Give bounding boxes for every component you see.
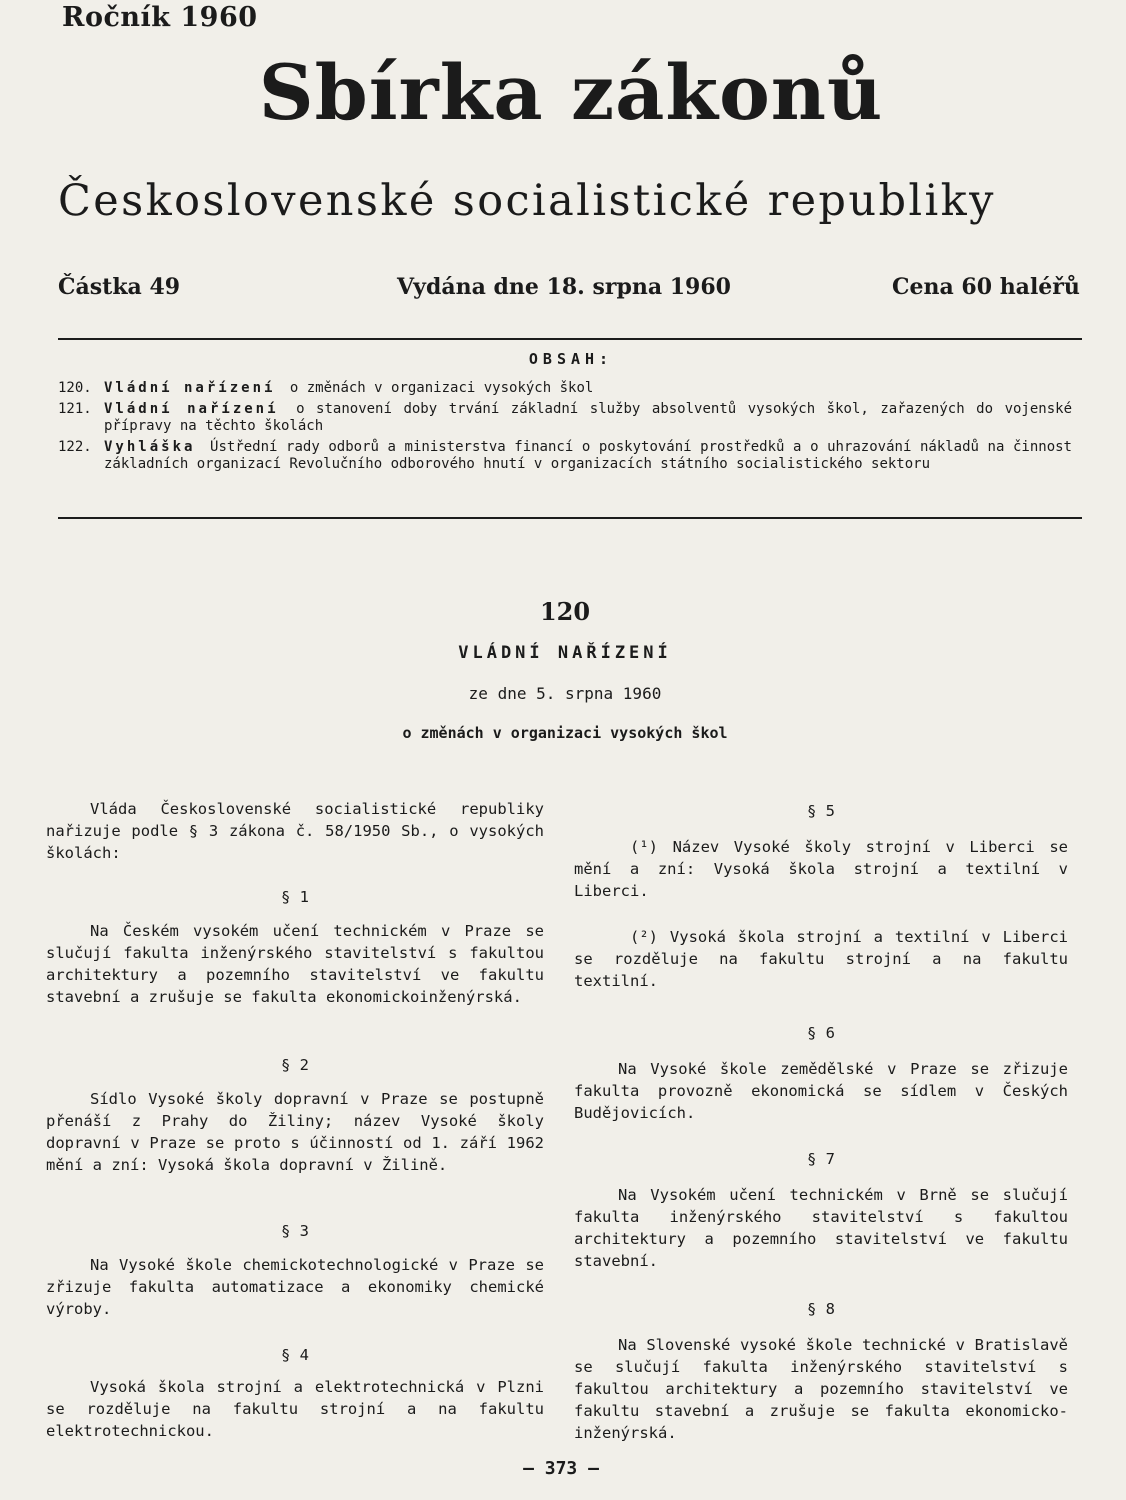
- section-heading: § 8: [807, 1300, 835, 1318]
- divider-top: [58, 338, 1082, 340]
- contents-list: [58, 380, 1072, 477]
- section-heading: § 3: [281, 1222, 309, 1240]
- section-heading: § 6: [807, 1024, 835, 1042]
- contents-entry-text: o změnách v organizaci vysokých škol: [289, 380, 594, 396]
- contents-entry-text: Ústřední rady odborů a ministerstva financí o poskytování prostředků a o uhrazování nákladů na činnost základních organizací Revolučního odborového hnutí v organizacích státního socialistického sektoru: [104, 439, 1072, 472]
- page-number: — 373 —: [523, 1458, 599, 1479]
- section-heading: § 1: [281, 888, 309, 906]
- document-subject: o změnách v organizaci vysokých škol: [402, 724, 728, 742]
- volume-label: Ročník 1960: [62, 2, 258, 33]
- section-text: Vysoká škola strojní a elektrotechnická v Plzni se rozděluje na fakultu strojní a na fakultu elektrotechnickou.: [46, 1378, 544, 1440]
- issue-number: Částka 49: [58, 274, 181, 300]
- preamble: Vláda Československé socialistické republiky nařizuje podle § 3 zákona č. 58/1950 Sb., o vysokých školách:: [46, 800, 544, 862]
- section-text: Sídlo Vysoké školy dopravní v Praze se postupně přenáší z Prahy do Žiliny; název Vysoké školy dopravní v Praze se proto s účinností od 1. září 1962 mění a zní: Vysoká škola dopravní v Žilině.: [46, 1090, 544, 1174]
- text-column-right: [574, 800, 1068, 1448]
- contents-entry-text: o stanovení doby trvání základní služby absolventů vysokých škol, zařazených do vojenské přípravy na těchto školách: [104, 401, 1072, 434]
- gazette-subtitle: Československé socialistické republiky: [58, 176, 996, 226]
- contents-entry: [58, 401, 1072, 435]
- section-heading: § 5: [807, 802, 835, 820]
- issue-price: Cena 60 haléřů: [892, 274, 1080, 300]
- section-paragraph: (²) Vysoká škola strojní a textilní v Liberci se rozděluje na fakultu strojní a na fakultu textilní.: [574, 928, 1068, 990]
- contents-entry: [58, 380, 1072, 397]
- section-text: Na Vysoké škole chemickotechnologické v Praze se zřizuje fakulta automatizace a ekonomiky chemické výroby.: [46, 1256, 544, 1318]
- section-text: Na Slovenské vysoké škole technické v Bratislavě se slučují fakulta inženýrského stavitelství s fakultou architektury a pozemního stavitelství ve fakultu stavební a zrušuje se fakulta ekonomicko-inženýrská.: [574, 1336, 1068, 1442]
- contents-entry-number: 122.: [58, 439, 92, 455]
- contents-entry: [58, 439, 1072, 473]
- gazette-title: Sbírka zákonů: [258, 48, 884, 137]
- issue-date: Vydána dne 18. srpna 1960: [397, 274, 731, 300]
- divider-bottom: [58, 517, 1082, 519]
- section-text: Na Vysokém učení technickém v Brně se slučují fakulta inženýrského stavitelství s fakultou architektury a pozemního stavitelství ve fakultu stavební.: [574, 1186, 1068, 1270]
- document-number: 120: [539, 597, 591, 626]
- contents-heading: OBSAH:: [528, 350, 614, 368]
- document-date: ze dne 5. srpna 1960: [468, 684, 662, 703]
- contents-entry-kind: Vládní nařízení: [104, 401, 279, 417]
- contents-entry-kind: Vyhláška: [104, 439, 196, 455]
- contents-entry-number: 120.: [58, 380, 92, 396]
- document-type: VLÁDNÍ NAŘÍZENÍ: [458, 643, 672, 663]
- section-text: Na Vysoké škole zemědělské v Praze se zřizuje fakulta provozně ekonomická se sídlem v Českých Budějovicích.: [574, 1060, 1068, 1122]
- section-paragraph: (¹) Název Vysoké školy strojní v Liberci se mění a zní: Vysoká škola strojní a textilní v Liberci.: [574, 838, 1068, 900]
- contents-entry-number: 121.: [58, 401, 92, 417]
- section-heading: § 4: [281, 1346, 309, 1364]
- section-text: Na Českém vysokém učení technickém v Praze se slučují fakulta inženýrského stavitelství s fakultou architektury a pozemního stavitelství ve fakultu stavební a zrušuje se fakulta ekonomickoinženýrská.: [46, 922, 544, 1006]
- text-column-left: [46, 798, 544, 1448]
- section-heading: § 7: [807, 1150, 835, 1168]
- section-heading: § 2: [281, 1056, 309, 1074]
- contents-entry-kind: Vládní nařízení: [104, 380, 276, 396]
